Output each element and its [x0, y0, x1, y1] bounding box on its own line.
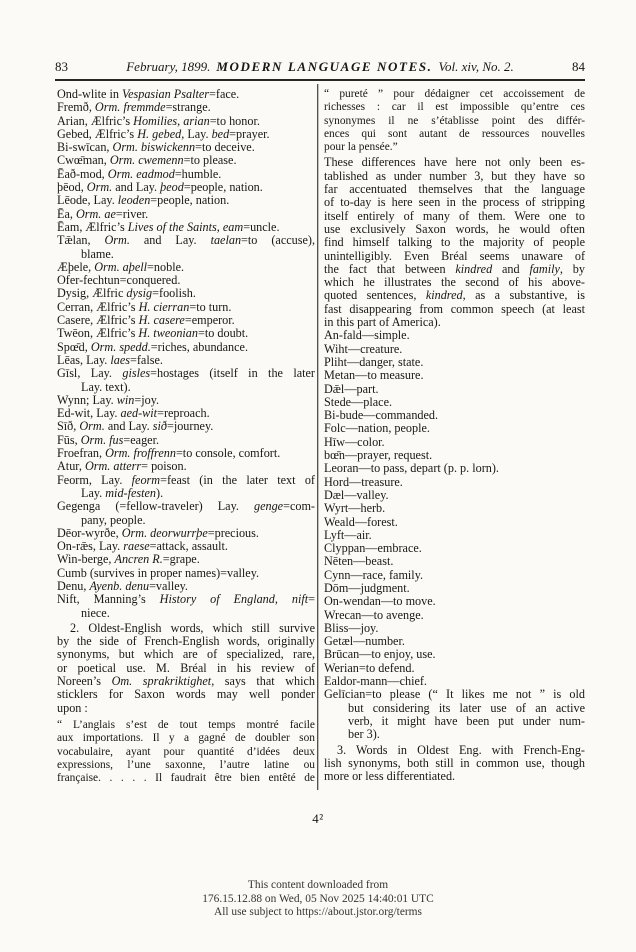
text-line: Ond-wlite in Vespasian Psalter=face. — [57, 87, 240, 101]
text-line: upon : — [57, 700, 88, 715]
text-line: 3. Words in Oldest Eng. with French-Eng- — [337, 742, 585, 757]
page-number-right: 84 — [572, 59, 585, 74]
text-line: Weald—forest. — [324, 514, 398, 529]
text-line: Getæl—number. — [324, 634, 405, 649]
text-line: Lyft—air. — [324, 527, 372, 542]
text-line: Dæl—valley. — [324, 487, 389, 502]
journal-title: MODERN LANGUAGE NOTES. — [216, 59, 433, 74]
text-line: Ēa, Orm. ae=river. — [57, 206, 149, 221]
text-line: Twēon, Ælfric’s H. tweonian=to doubt. — [57, 326, 249, 341]
text-line: find himself talking to the majority of people — [324, 235, 585, 250]
text-line: Cwœ̄man, Orm. cwemenn=to please. — [57, 153, 237, 168]
text-line: Spœ̄d, Orm. spedd.=riches, abundance. — [57, 339, 249, 354]
text-line: expressions, l’une saxonne, l’autre latine ou — [57, 758, 315, 771]
column-divider-rule — [317, 84, 318, 790]
text-line: sticklers for Saxon words may well ponder — [57, 687, 315, 702]
text-line: Casere, Ælfric’s H. casere=emperor. — [57, 313, 235, 328]
footer-line-1: This content downloaded from — [247, 879, 389, 891]
text-line: Cynn—race, family. — [324, 567, 424, 582]
text-line: Cerran, Ælfric’s H. cierran=to turn. — [57, 299, 232, 314]
glossary-list-disappearing-words — [324, 329, 585, 741]
text-line: which he illustrates the second of his above- — [324, 275, 585, 290]
text-line: Arian, Ælfric’s Homilies, arian=to honor. — [57, 113, 260, 128]
paragraph-section-2 — [57, 622, 315, 715]
text-line: richesses : car il est impossible qu’entre ces — [324, 101, 585, 114]
text-line: Win-berge, Ancren R.=grape. — [57, 552, 200, 567]
text-line: Fūs, Orm. fus=eager. — [57, 432, 160, 447]
text-line: tablished as under number 3, but they have so — [324, 168, 585, 183]
volume-info: Vol. xiv, No. 2. — [438, 59, 514, 74]
text-line: more or less differentiated. — [324, 769, 456, 784]
text-line: blame. — [81, 246, 114, 261]
text-line: Denu, Ayenb. denu=valley. — [57, 578, 188, 593]
text-line: Stede—place. — [324, 394, 393, 409]
text-line: Ofer-fechtun=conquered. — [57, 273, 181, 288]
text-line: Dysig, Ælfric dysig=foolish. — [57, 286, 196, 301]
text-line: fast disappearing from common speech (at least — [324, 301, 585, 316]
text-line: by the side of French-English words, originally — [57, 634, 315, 649]
text-line: “ L’anglais s’est de tout temps montré facile — [57, 718, 315, 731]
text-line: Dǣl—part. — [324, 381, 379, 396]
text-line: use exclusively Saxon words, he would often — [324, 221, 585, 236]
text-line: niece. — [81, 605, 110, 620]
text-line: On-rǣs, Lay. raese=attack, assault. — [57, 539, 228, 554]
text-line: Noreen’s Om. sprakriktighet, says that which — [57, 674, 315, 689]
text-line: verb, it might have been put under num- — [348, 713, 585, 728]
text-line: Dōm—judgment. — [324, 580, 410, 595]
text-line: Clyppan—embrace. — [324, 541, 422, 556]
text-line: Hord—treasure. — [324, 474, 403, 489]
text-line: Ed-wit, Lay. aed-wit=reproach. — [57, 406, 210, 421]
paragraph-discussion — [324, 156, 585, 329]
text-line: Lay. text). — [81, 379, 131, 394]
text-line: These differences have here not only been es- — [324, 155, 585, 170]
text-line: Brūcan—to enjoy, use. — [324, 647, 436, 662]
text-line: aux importations. Il y a gagné de doubler son — [57, 732, 315, 745]
text-line: Nēten—beast. — [324, 554, 394, 569]
text-line: Gebed, Ælfric’s H. gebed, Lay. bed=prayer. — [57, 126, 270, 141]
text-line: Pliht—danger, state. — [324, 354, 424, 369]
text-line: Cumb (survives in proper names)=valley. — [57, 565, 260, 580]
text-line: synonyms, but which are of specialized, rare, — [57, 647, 315, 662]
text-line: þēod, Orm. and Lay. þeod=people, nation. — [57, 180, 263, 195]
text-line: Fremð, Orm. fremmde=strange. — [57, 100, 211, 115]
text-line: lish synonyms, both still in common use, though — [324, 755, 585, 770]
text-line: Gīsl, Lay. gisles=hostages (itself in the later — [57, 366, 315, 381]
text-line: Froefran, Orm. froffrenn=to console, comfort. — [57, 446, 281, 461]
text-line: Ēað-mod, Orm. eadmod=humble. — [57, 166, 222, 181]
text-line: itself entirely of many of them. Were one to — [324, 208, 585, 223]
text-line: Feorm, Lay. feorm=feast (in the later text of — [57, 472, 315, 487]
text-line: française. . . . . Il faudrait être bien entêté de — [57, 772, 315, 785]
text-line: vocabulaire, ayant pour quantité d’idées deux — [57, 745, 315, 758]
french-quotation-continued — [324, 88, 585, 154]
french-quotation — [57, 719, 315, 785]
text-line: Folc—nation, people. — [324, 421, 430, 436]
text-line: Ēam, Ælfric’s Lives of the Saints, eam=uncle. — [57, 219, 280, 234]
text-line: ber 3). — [348, 727, 380, 742]
text-line: Gegenga (=fellow-traveler) Lay. genge=com- — [57, 499, 315, 514]
text-line: Atur, Orm. atterr= poison. — [57, 459, 187, 474]
text-line: Nift, Manning’s History of England, nift= — [57, 592, 315, 607]
text-line: Hīw—color. — [324, 434, 385, 449]
text-line: Metan—to measure. — [324, 368, 424, 383]
footer-line-2: 176.15.12.88 on Wed, 05 Nov 2025 14:40:01 UTC — [202, 892, 434, 905]
text-line: but considering its later use of an active — [348, 700, 585, 715]
text-line: Tǣlan, Orm. and Lay. taelan=to (accuse), — [57, 233, 315, 248]
signature-mark: 4² — [312, 811, 324, 826]
text-line: pany, people. — [81, 512, 146, 527]
paragraph-section-3 — [324, 744, 585, 784]
footer-line-3: All use subject to https://about.jstor.org/terms — [214, 906, 422, 919]
page-number-left: 83 — [55, 59, 68, 74]
text-line: Bliss—joy. — [324, 620, 379, 635]
right-column — [324, 88, 585, 783]
text-line: the fact that between kindred and family, by — [324, 261, 585, 276]
text-line: 2. Oldest-English words, which still survive — [70, 620, 315, 635]
text-line: Lēas, Lay. laes=false. — [57, 352, 163, 367]
text-line: Lēode, Lay. leoden=people, nation. — [57, 193, 230, 208]
text-line: Bi-bude—commanded. — [324, 408, 439, 423]
text-line: quoted sentences, kindred, as a substantive, is — [324, 288, 585, 303]
text-line: Wiht—creature. — [324, 341, 403, 356]
text-line: Werian=to defend. — [324, 660, 415, 675]
text-line: of to-day is here seen in the process of stripping — [324, 195, 585, 210]
text-line: Æþele, Orm. aþell=noble. — [57, 259, 185, 274]
text-line: in this part of America). — [324, 315, 441, 330]
text-line: Leoran—to pass, depart (p. p. lorn). — [324, 461, 499, 476]
text-line: synonymes il ne s’établisse point des différ- — [324, 114, 585, 127]
text-line: pour la pensée.” — [324, 141, 398, 154]
text-line: Lay. mid-festen). — [81, 485, 164, 500]
text-line: Wynn; Lay. win=joy. — [57, 392, 160, 407]
jstor-footer — [0, 879, 636, 920]
header-date: February, 1899. — [126, 59, 211, 74]
text-line: “ pureté ” pour dédaigner cet accoissement de — [324, 88, 585, 100]
text-line: Dēor-wyrðe, Orm. deorwurrþe=precious. — [57, 525, 259, 540]
text-line: Ealdor-mann—chief. — [324, 674, 427, 689]
text-line: or poetical use. M. Bréal in his review of — [57, 660, 315, 675]
text-line: far accentuated themselves that the language — [324, 182, 585, 197]
text-line: Bi-swīcan, Orm. biswickenn=to deceive. — [57, 140, 255, 155]
text-line: ences qui sont autant de ressources nouvelles — [324, 127, 585, 140]
text-line: Wrecan—to avenge. — [324, 607, 424, 622]
text-line: Sīð, Orm. and Lay. sið=journey. — [57, 419, 214, 434]
glossary-list-oldest-english — [57, 88, 315, 620]
journal-header — [55, 59, 585, 75]
text-line: unintelligibly. Even Bréal seems unaware of — [324, 248, 585, 263]
header-center — [97, 59, 543, 75]
text-line: Gelīcian=to please (“ It likes me not ” is old — [324, 687, 585, 702]
left-column — [57, 88, 315, 785]
text-line: bœ̄n—prayer, request. — [324, 448, 433, 463]
text-line: Wyrt—herb. — [324, 501, 386, 516]
header-rule — [55, 79, 585, 81]
text-line: An-fald—simple. — [324, 328, 410, 343]
text-line: On-wendan—to move. — [324, 594, 436, 609]
